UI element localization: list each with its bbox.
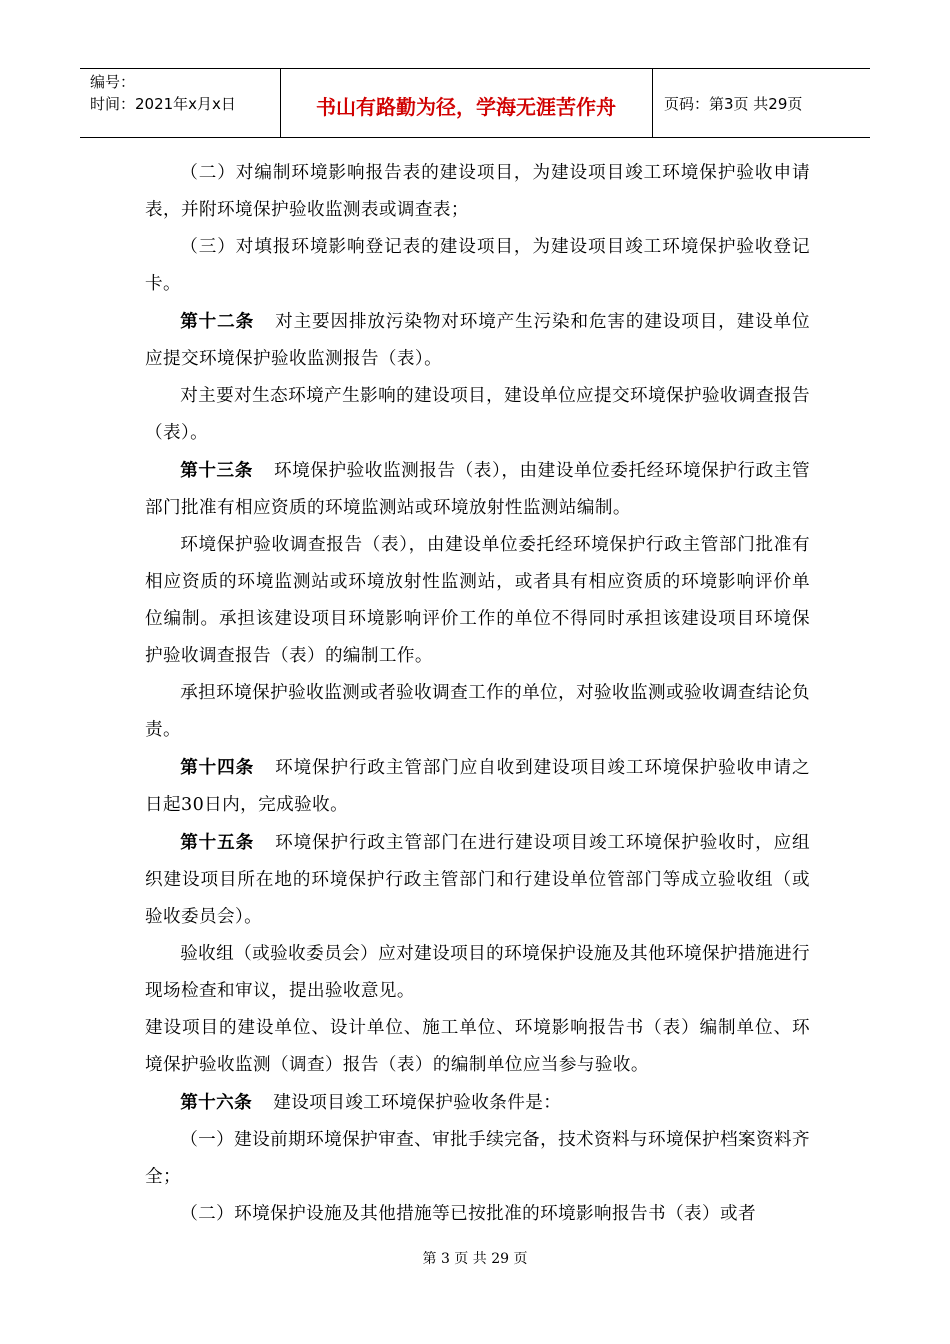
paragraph-text: 对主要对生态环境产生影响的建设项目，建设单位应提交环境保护验收调查报告（表）。 bbox=[145, 386, 810, 443]
paragraph-text: （三）对填报环境影响登记表的建设项目，为建设项目竣工环境保护验收登记卡。 bbox=[145, 237, 810, 294]
body-paragraph bbox=[145, 527, 810, 675]
body-paragraph bbox=[145, 936, 810, 1010]
paragraph-text: （二）对编制环境影响报告表的建设项目，为建设项目竣工环境保护验收申请表，并附环境保护验收监测表或调查表； bbox=[145, 163, 810, 220]
paragraph-text: 环境保护行政主管部门应自收到建设项目竣工环境保护验收申请之日起30日内，完成验收。 bbox=[145, 758, 810, 815]
paragraph-text: 环境保护验收调查报告（表），由建设单位委托经环境保护行政主管部门批准有相应资质的环境监测站或环境放射性监测站，或者具有相应资质的环境影响评价单位编制。承担该建设项目环境影响评价工作的单位不得同时承担该建设项目环境保护验收调查报告（表）的编制工作。 bbox=[145, 535, 810, 666]
header-motto: 书山有路勤为径，学海无涯苦作舟 bbox=[316, 95, 616, 119]
page-header bbox=[80, 68, 870, 138]
article-heading: 第十三条 bbox=[180, 460, 253, 481]
header-meta-cell bbox=[80, 69, 281, 137]
page-footer: 第 3 页 共 29 页 bbox=[422, 1251, 528, 1267]
article-heading: 第十五条 bbox=[180, 832, 255, 853]
body-paragraph bbox=[145, 1122, 810, 1196]
body-paragraph bbox=[145, 675, 810, 749]
article-paragraph bbox=[145, 452, 810, 527]
article-heading: 第十二条 bbox=[180, 311, 255, 332]
body-paragraph bbox=[145, 155, 810, 229]
document-number-label: 编号： bbox=[90, 73, 136, 91]
article-heading: 第十六条 bbox=[180, 1092, 253, 1113]
article-heading: 第十四条 bbox=[180, 757, 255, 778]
body-paragraph bbox=[145, 1196, 810, 1233]
paragraph-text: 对主要因排放污染物对环境产生污染和危害的建设项目，建设单位应提交环境保护验收监测报告（表）。 bbox=[145, 312, 810, 369]
body-paragraph bbox=[145, 1010, 810, 1084]
paragraph-text: 环境保护行政主管部门在进行建设项目竣工环境保护验收时，应组织建设项目所在地的环境保护行政主管部门和行建设单位管部门等成立验收组（或验收委员会）。 bbox=[145, 833, 810, 927]
document-body bbox=[145, 155, 810, 1233]
paragraph-text: 验收组（或验收委员会）应对建设项目的环境保护设施及其他环境保护措施进行现场检查和审议，提出验收意见。 bbox=[145, 944, 810, 1001]
body-paragraph bbox=[145, 229, 810, 303]
body-paragraph bbox=[145, 378, 810, 452]
paragraph-text: （一）建设前期环境保护审查、审批手续完备，技术资料与环境保护档案资料齐全； bbox=[145, 1130, 810, 1187]
header-motto-cell bbox=[280, 69, 653, 137]
paragraph-text: 建设项目竣工环境保护验收条件是： bbox=[273, 1093, 562, 1113]
paragraph-text: 建设项目的建设单位、设计单位、施工单位、环境影响报告书（表）编制单位、环境保护验收监测（调查）报告（表）的编制单位应当参与验收。 bbox=[145, 1018, 810, 1075]
paragraph-text: （二）环境保护设施及其他措施等已按批准的环境影响报告书（表）或者 bbox=[180, 1204, 756, 1224]
article-paragraph bbox=[145, 749, 810, 824]
paragraph-text: 环境保护验收监测报告（表），由建设单位委托经环境保护行政主管部门批准有相应资质的环境监测站或环境放射性监测站编制。 bbox=[145, 461, 810, 518]
header-page-cell bbox=[652, 69, 870, 137]
document-time-label: 时间：2021年x月x日 bbox=[90, 95, 236, 113]
article-paragraph bbox=[145, 824, 810, 936]
header-page-info: 页码：第3页 共29页 bbox=[664, 95, 803, 113]
article-paragraph bbox=[145, 1084, 810, 1122]
paragraph-text: 承担环境保护验收监测或者验收调查工作的单位，对验收监测或验收调查结论负责。 bbox=[145, 683, 810, 740]
article-paragraph bbox=[145, 303, 810, 378]
